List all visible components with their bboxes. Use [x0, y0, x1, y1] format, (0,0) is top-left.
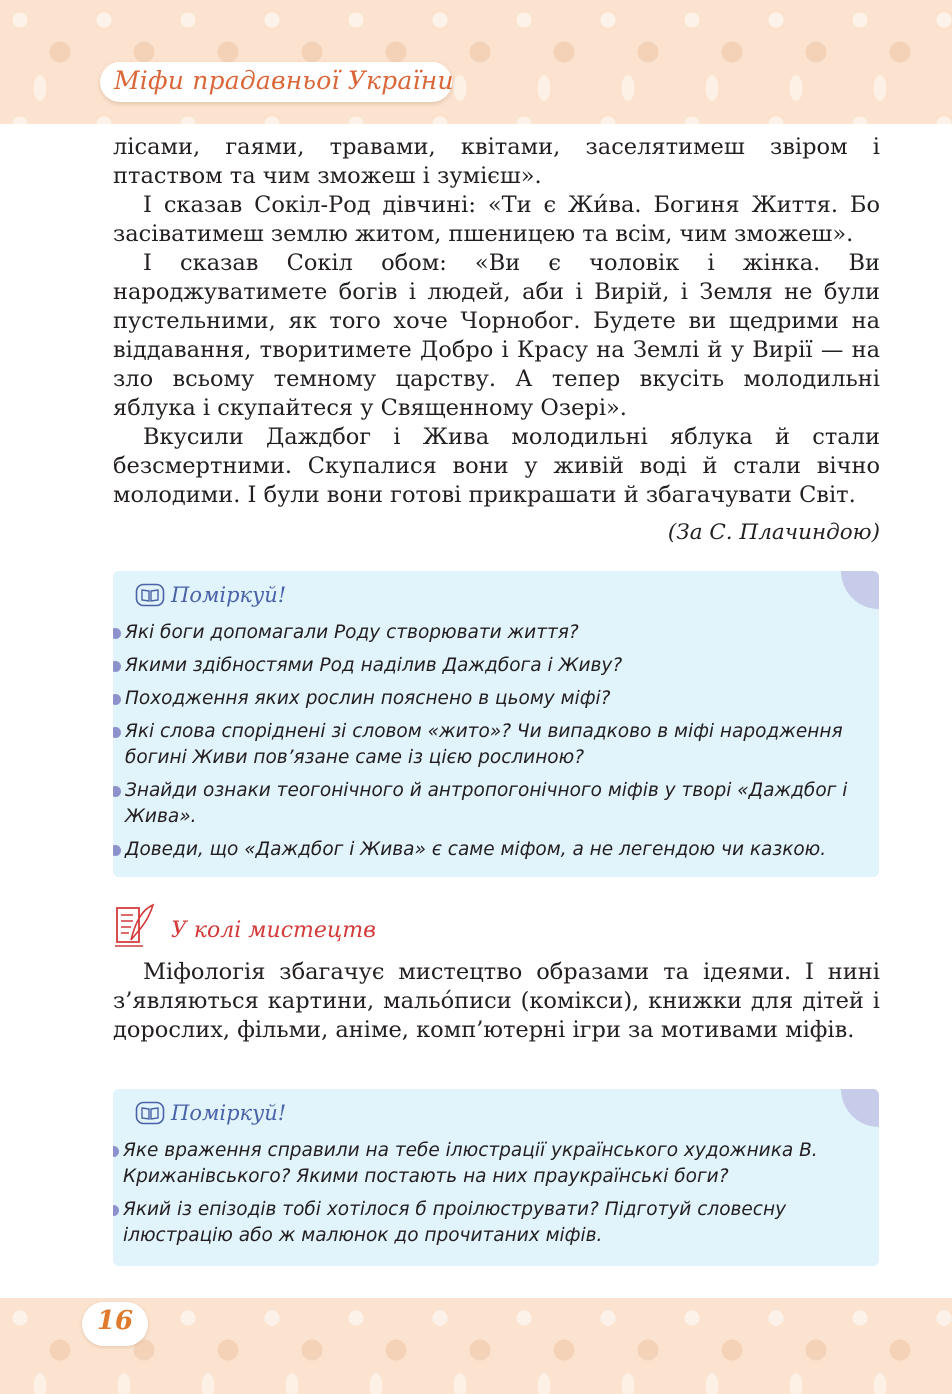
art-section-title: У колі мистецтв: [171, 917, 376, 943]
think-box-2-questions: [113, 1138, 858, 1256]
paragraph-4: Вкусили Даждбог і Жива молодильні яблука й стали безсмертними. Скупалися вони у живій воді й стали вічно молодими. І були вони готові прикрашати й збагачувати Світ.: [113, 424, 880, 508]
paragraph-1: лісами, гаями, травами, квітами, заселятимеш звіром і птаством та чим зможеш і зумієш».: [113, 134, 880, 189]
think-box-1-label: Поміркуй!: [171, 583, 287, 607]
question-item: Який із епізодів тобі хотілося б проілюструвати? Підготуй словесну ілюстрацію або ж малюнок до прочитаних міфів.: [113, 1197, 858, 1249]
quill-scroll-icon: [113, 902, 157, 948]
question-item: Якими здібностями Род наділив Даждбога і Живу?: [113, 653, 860, 679]
paragraph-2: І сказав Сокіл-Род дівчині: «Ти є Жи́ва. Богиня Життя. Бо засіватимеш землю житом, пшеницею та всім, чим зможеш».: [113, 192, 880, 247]
think-box-2-header: [135, 1101, 286, 1125]
running-header-title: Міфи прадавньої України: [114, 66, 454, 95]
question-item: Які слова споріднені зі словом «жито»? Чи випадково в міфі народження богині Живи пов’язане саме із цією рослиною?: [113, 719, 860, 771]
paragraph-3: І сказав Сокіл обом: «Ви є чоловік і жінка. Ви народжуватимете богів і людей, аби і Вирій, і Земля не були пустельними, як того хоче Чорнобог. Будете ви щедрими на віддавання, творитимете Добро і Красу на Землі й у Вирії — на зло всьому темному царству. А тепер вкусіть молодильні яблука і скупайтеся у Священному Озері».: [113, 250, 880, 421]
think-box-2-label: Поміркуй!: [171, 1101, 287, 1125]
think-box-1-header: [135, 583, 286, 607]
page-number: 16: [96, 1306, 134, 1336]
question-item: Знайди ознаки теогонічного й антропогонічного міфів у творі «Даждбог і Жива».: [113, 778, 860, 830]
source-open-paren: (: [667, 520, 677, 545]
open-book-icon: [135, 583, 165, 607]
art-section-header: [113, 902, 376, 948]
art-section-text: [113, 958, 880, 1045]
think-box-2: [113, 1089, 879, 1266]
question-item: Яке враження справили на тебе ілюстрації українського художника В. Крижанівського? Якими постають на них праукраїнські боги?: [113, 1138, 858, 1190]
source-close-paren: ): [871, 520, 880, 545]
main-text: [113, 133, 880, 547]
question-item: Доведи, що «Даждбог і Жива» є саме міфом, а не легендою чи казкою.: [113, 837, 860, 863]
question-item: Походження яких рослин пояснено в цьому міфі?: [113, 686, 860, 712]
source-attribution: [113, 518, 880, 547]
source-author: За С. Плачиндою: [676, 520, 872, 545]
art-paragraph: Міфологія збагачує мистецтво образами та ідеями. І нині з’являються картини, мальо́писи (комікси), книжки для дітей і дорослих, фільми, аніме, комп’ютерні ігри за мотивами міфів.: [113, 959, 880, 1043]
box-corner-decoration: [841, 1089, 879, 1127]
question-item: Які боги допомагали Роду створювати життя?: [113, 620, 860, 646]
box-corner-decoration: [841, 571, 879, 609]
think-box-1-questions: [113, 620, 860, 870]
think-box-1: [113, 571, 879, 877]
open-book-icon: [135, 1101, 165, 1125]
